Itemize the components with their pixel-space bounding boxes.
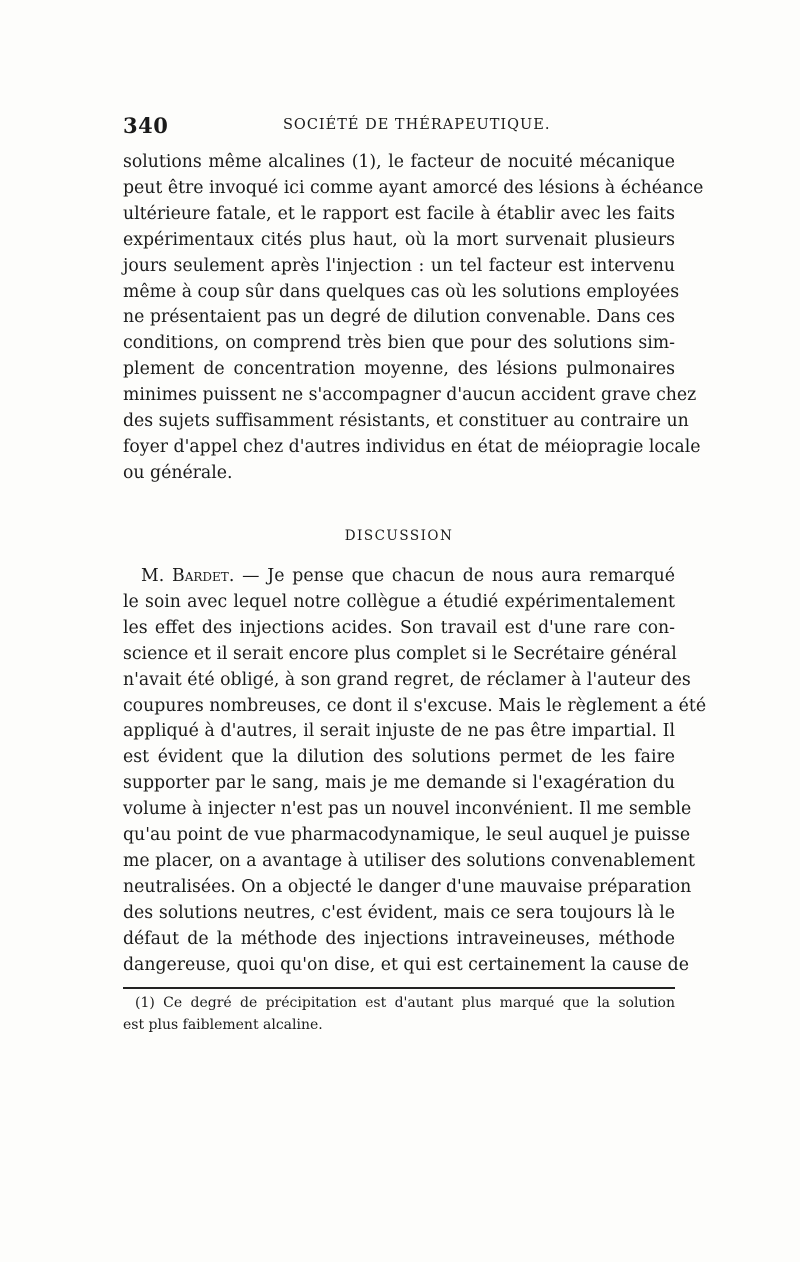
running-head: SOCIÉTÉ DE THÉRAPEUTIQUE. [283, 117, 551, 133]
text-line: dangereuse, quoi qu'on dise, et qui est certainement la cause de [123, 954, 689, 975]
text-line: défaut de la méthode des injections intraveineuses, méthode [123, 928, 675, 949]
text-line: jours seulement après l'injection : un tel facteur est intervenu [123, 255, 675, 276]
page-number: 340 [123, 113, 169, 138]
footnote-line: est plus faiblement alcaline. [123, 1017, 323, 1033]
text-line: peut être invoqué ici comme ayant amorcé des lésions à échéance [123, 177, 704, 198]
section-heading: DISCUSSION [344, 528, 454, 544]
text-line: conditions, on comprend très bien que pour des solutions sim- [123, 333, 675, 354]
text-line: le soin avec lequel notre collègue a étudié expérimentalement [123, 591, 675, 612]
text-line: les effet des injections acides. Son travail est d'une rare con- [123, 617, 675, 638]
text-line: même à coup sûr dans quelques cas où les solutions employées [123, 281, 680, 302]
text-line: est évident que la dilution des solutions permet de les faire [123, 747, 675, 768]
footnote [123, 992, 675, 1036]
text-line: neutralisées. On a objecté le danger d'une mauvaise préparation [123, 876, 692, 897]
text-line: me placer, on a avantage à utiliser des solutions convenablement [123, 850, 695, 871]
text-line: plement de concentration moyenne, des lésions pulmonaires [123, 359, 675, 380]
text-line: des solutions neutres, c'est évident, mais ce sera toujours là le [123, 902, 675, 923]
footnote-divider [123, 987, 675, 989]
text-line: volume à injecter n'est pas un nouvel inconvénient. Il me semble [123, 799, 692, 820]
text-line: science et il serait encore plus complet si le Secrétaire général [123, 643, 677, 664]
speaker-name: M. Bardet. [141, 566, 235, 586]
text-line: foyer d'appel chez d'autres individus en état de méiopragie locale [123, 436, 701, 457]
body-paragraph [123, 150, 704, 487]
text-line: qu'au point de vue pharmacodynamique, le seul auquel je puisse [123, 825, 691, 846]
text-line: ne présentaient pas un degré de dilution convenable. Dans ces [123, 307, 675, 328]
page-header [123, 113, 675, 143]
text-fragment: — Je pense que chacun de nous aura remarqué [234, 566, 675, 586]
text-line: n'avait été obligé, à son grand regret, de réclamer à l'auteur des [123, 669, 691, 690]
text-line: ultérieure fatale, et le rapport est facile à établir avec les faits [123, 203, 675, 224]
text-line: des sujets suffisamment résistants, et constituer au contraire un [123, 411, 689, 432]
text-line: expérimentaux cités plus haut, où la mort survenait plusieurs [123, 229, 675, 250]
discussion-first-line [123, 564, 675, 590]
discussion-paragraph [123, 564, 707, 979]
text-line: minimes puissent ne s'accompagner d'aucun accident grave chez [123, 385, 697, 406]
text-line: appliqué à d'autres, il serait injuste de ne pas être impartial. Il [123, 721, 675, 742]
footnote-line: (1) Ce degré de précipitation est d'autant plus marqué que la solution [135, 995, 675, 1011]
text-line: solutions même alcalines (1), le facteur de nocuité mécanique [123, 152, 675, 172]
text-line: ou générale. [123, 462, 233, 483]
text-line: supporter par le sang, mais je me demande si l'exagération du [123, 773, 675, 794]
text-line: coupures nombreuses, ce dont il s'excuse. Mais le règlement a été [123, 695, 707, 716]
